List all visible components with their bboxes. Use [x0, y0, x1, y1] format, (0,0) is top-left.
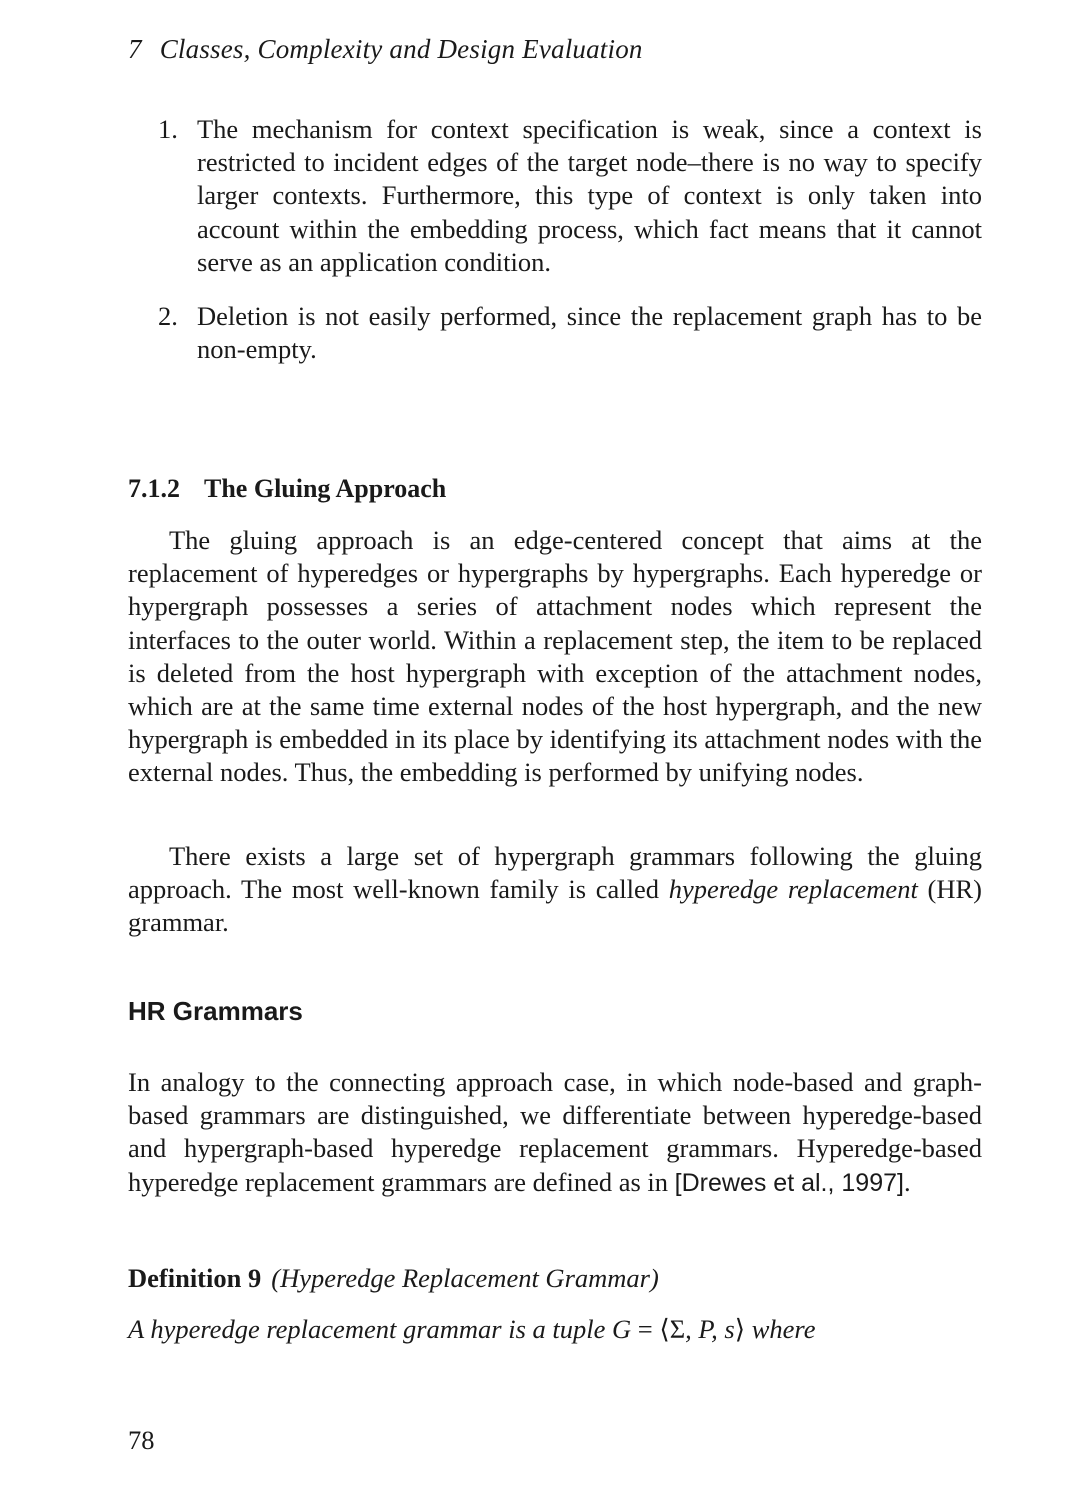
definition-title: (Hyperedge Replacement Grammar) — [271, 1263, 659, 1293]
list-item-text: Deletion is not easily performed, since the replacement graph has to be non-empty. — [197, 301, 982, 365]
definition-text: where — [745, 1314, 816, 1344]
paragraph-gluing-approach: The gluing approach is an edge-centered concept that aims at the replacement of hyperedges or hypergraphs by hypergraphs. Each hyperedge or hypergraph possesses a series of attachment nodes which represent the interfaces to the outer world. Within a replacement step, the item to be replaced is deleted from the host hypergraph with exception of the attachment nodes, which are at the same time external nodes of the host hypergraph, and the new hypergraph is embedded in its place by identifying its attachment nodes with the external nodes. Thus, the embedding is performed by unifying nodes. — [128, 525, 982, 788]
paragraph-hr-grammar-types — [128, 1066, 982, 1200]
chapter-title: Classes, Complexity and Design Evaluation — [159, 34, 643, 64]
page-number: 78 — [128, 1425, 155, 1455]
math-sigma: Σ — [669, 1314, 686, 1344]
definition-heading — [128, 1263, 659, 1294]
section-heading — [128, 474, 446, 504]
math-close-bracket: ⟩ — [734, 1314, 746, 1344]
paragraph-text: In analogy to the connecting approach case, in which node-based and graph-based grammars are distinguished, we differentiate between hyperedge-based and hypergraph-based hyperedge replacement grammars. Hyperedge-based hyperedge replacement grammars are defined as in — [128, 1067, 982, 1197]
paragraph-hr-grammars-intro — [128, 840, 982, 940]
definition-body — [128, 1314, 815, 1345]
chapter-number: 7 — [128, 34, 142, 64]
running-head — [128, 34, 643, 65]
math-symbol-g: G — [612, 1314, 632, 1344]
math-equals-bracket: = ⟨ — [631, 1314, 670, 1344]
definition-label: Definition 9 — [128, 1263, 262, 1293]
subsection-heading: HR Grammars — [128, 996, 303, 1026]
numbered-list — [158, 113, 982, 387]
paragraph-text: There exists a large set of hypergraph grammars following the gluing approach. The most well-known family is called — [128, 841, 982, 905]
math-tuple-rest: , P, s — [685, 1314, 735, 1344]
list-item-text: The mechanism for context specification is weak, since a context is restricted to incident edges of the target node–there is no way to specify larger contexts. Furthermore, this type of context is only taken into account within the embedding process, which fact means that it cannot serve as an application condition. — [197, 114, 982, 277]
list-item-number: 2. — [158, 301, 178, 332]
paragraph-text: (HR) grammar. — [128, 874, 982, 938]
citation: [Drewes et al., 1997] — [674, 1168, 904, 1197]
emphasized-term: hyperedge replacement — [668, 874, 918, 905]
section-number: 7.1.2 — [128, 474, 180, 503]
definition-text: A hyperedge replacement grammar is a tuple — [128, 1314, 613, 1344]
section-title: The Gluing Approach — [204, 474, 447, 503]
list-item — [158, 113, 982, 279]
paragraph-text: . — [903, 1166, 911, 1197]
list-item-number: 1. — [158, 114, 178, 144]
list-item — [158, 300, 982, 366]
